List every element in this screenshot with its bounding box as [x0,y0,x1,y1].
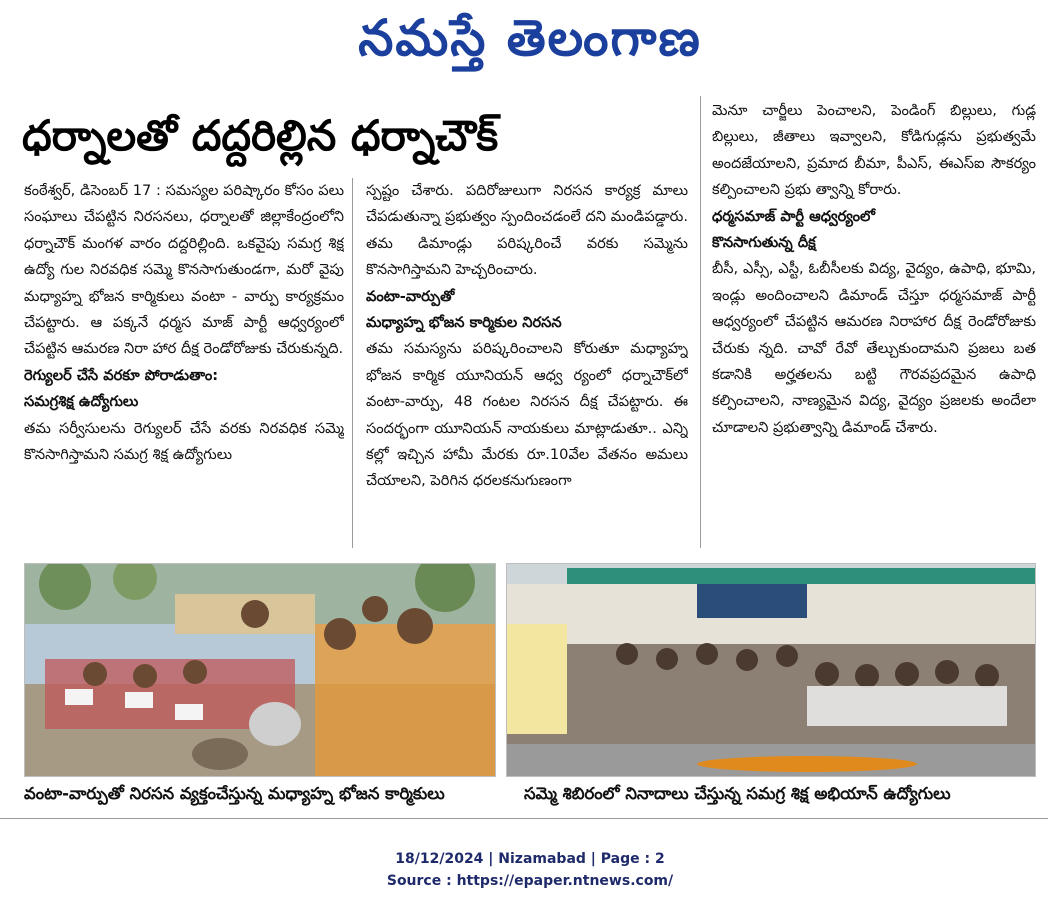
left-photo-caption: వంటా-వార్పుతో నిరసన వ్యక్తంచేస్తున్న మధ్యాహ్న భోజన కార్మికులు [24,784,445,803]
right-photo-caption: సమ్మె శిబిరంలో నినాదాలు చేస్తున్న సమగ్ర శిక్ష అభియాన్ ఉద్యోగులు [524,784,951,803]
page-bottom-rule [0,818,1048,819]
col2-paragraph-1: స్పష్టం చేశారు. పదిరోజులుగా నిరసన కార్యక్ర మాలు చేపడుతున్నా ప్రభుత్వం స్పందించడంలే దని మండిపడ్డారు. తమ డిమాండ్లు పరిష్కరించే వరకు సమ్మెను కొనసాగిస్తామని హెచ్చరించారు. [366,182,688,279]
protest-photo-illustration-right [507,564,1035,776]
photo-mid-day-meal-workers [24,563,496,777]
col1-subheading-2: సమగ్రశిక్ష ఉద్యోగులు [24,393,139,411]
col3-subheading-2: కొనసాగుతున్న దీక్ష [712,234,816,252]
article-column-3 [712,98,1036,550]
col3-paragraph-1: మెనూ చార్జీలు పెంచాలని, పెండింగ్ బిల్లులు, గుడ్ల బిల్లులు, జీతాలు ఇవ్వాలని, కోడిగుడ్లను ప్రభుత్వమే అందజేయాలని, ప్రమాద బీమా, పీఎస్, ఈఎస్ఐ సౌకర్యం కల్పించాలని ప్రభు త్వాన్ని కోరారు. [712,102,1036,199]
article-column-1 [24,178,344,550]
article-column-2 [366,178,688,550]
col1-intro-paragraph: కంఠేశ్వర్, డిసెంబర్ 17 : సమస్యల పరిష్కారం కోసం పలు సంఘాలు చేపట్టిన నిరసనలు, ధర్నాలతో జిల్లాకేంద్రంలోని ధర్నాచౌక్ మంగళ వారం దద్దరిల్లింది. ఒకవైపు సమగ్ర శిక్ష ఉద్యో గుల నిరవధిక సమ్మె కొనసాగుతుండగా, మరో వైపు మధ్యాహ్న భోజన కార్మికులు వంటా - వార్పు కార్యక్రమం చేపట్టారు. ఆ పక్కనే ధర్మస మాజ్ పార్టీ ఆధ్వర్యంలో చేపట్టిన ఆమరణ నిరా హార దీక్ష రెండోరోజుకు చేరుకున్నది. [24,182,344,358]
col3-paragraph-2: బీసీ, ఎస్సీ, ఎస్టీ, ఓబీసీలకు విద్య, వైద్యం, ఉపాధి, భూమి, ఇండ్లు అందించాలని డిమాండ్ చేస్తూ ధర్మసమాజ్ పార్టీ ఆధ్వర్యంలో చేపట్టిన ఆమరణ నిరాహార దీక్ష రెండోరోజుకు చేరుకు న్నది. చావో రేవో తేల్చుకుందామని ప్రజలు బత కడానికి అర్హతలను బట్టి గౌరవప్రదమైన ఉపాధి కల్పించాలని, నాణ్యమైన విద్య, వైద్యం ప్రజలకు అందేలా చూడాలని ప్రభుత్వాన్ని డిమాండ్ చేశారు. [712,260,1036,436]
photo-samagra-shiksha-employees [506,563,1036,777]
footer-date-edition: 18/12/2024 | Nizamabad | Page : 2 [395,851,665,867]
col2-subheading-2: మధ్యాహ్న భోజన కార్మికుల నిరసన [366,314,562,332]
col1-subheading-1: రెగ్యులర్ చేసే వరకూ పోరాడుతాం: [24,366,219,384]
col2-subheading-1: వంటా-వార్పుతో [366,287,455,305]
article-headline: ధర్నాలతో దద్దరిల్లిన ధర్నాచౌక్ [22,111,499,160]
protest-photo-illustration-left [25,564,495,776]
column-divider-2 [700,96,701,548]
col2-paragraph-2: తమ సమస్యను పరిష్కరించాలని కోరుతూ మధ్యాహ్న భోజన కార్మిక యూనియన్ ఆధ్వ ర్యంలో ధర్నాచౌక్‌లో వంటా-వార్పు, 48 గంటల నిరసన దీక్ష చేపట్టారు. ఈ సందర్భంగా యూనియన్ నాయకులు మాట్లాడుతూ.. ఎన్ని కల్లో ఇచ్చిన హామీ మేరకు రూ.10వేల వేతనం అమలు చేయాలని, పెరిగిన ధరలకనుగుణంగా [366,340,688,490]
col1-body-paragraph: తమ సర్వీసులను రెగ్యులర్ చేసే వరకు నిరవధిక సమ్మె కొనసాగిస్తామని సమగ్ర శిక్ష ఉద్యోగులు [24,419,344,464]
column-divider-1 [352,178,353,548]
footer-source-link[interactable]: Source : https://epaper.ntnews.com/ [386,873,674,889]
col3-subheading-1: ధర్మసమాజ్ పార్టీ ఆధ్వర్యంలో [712,207,876,225]
newspaper-masthead: నమస్తే తెలంగాణ [358,8,702,67]
